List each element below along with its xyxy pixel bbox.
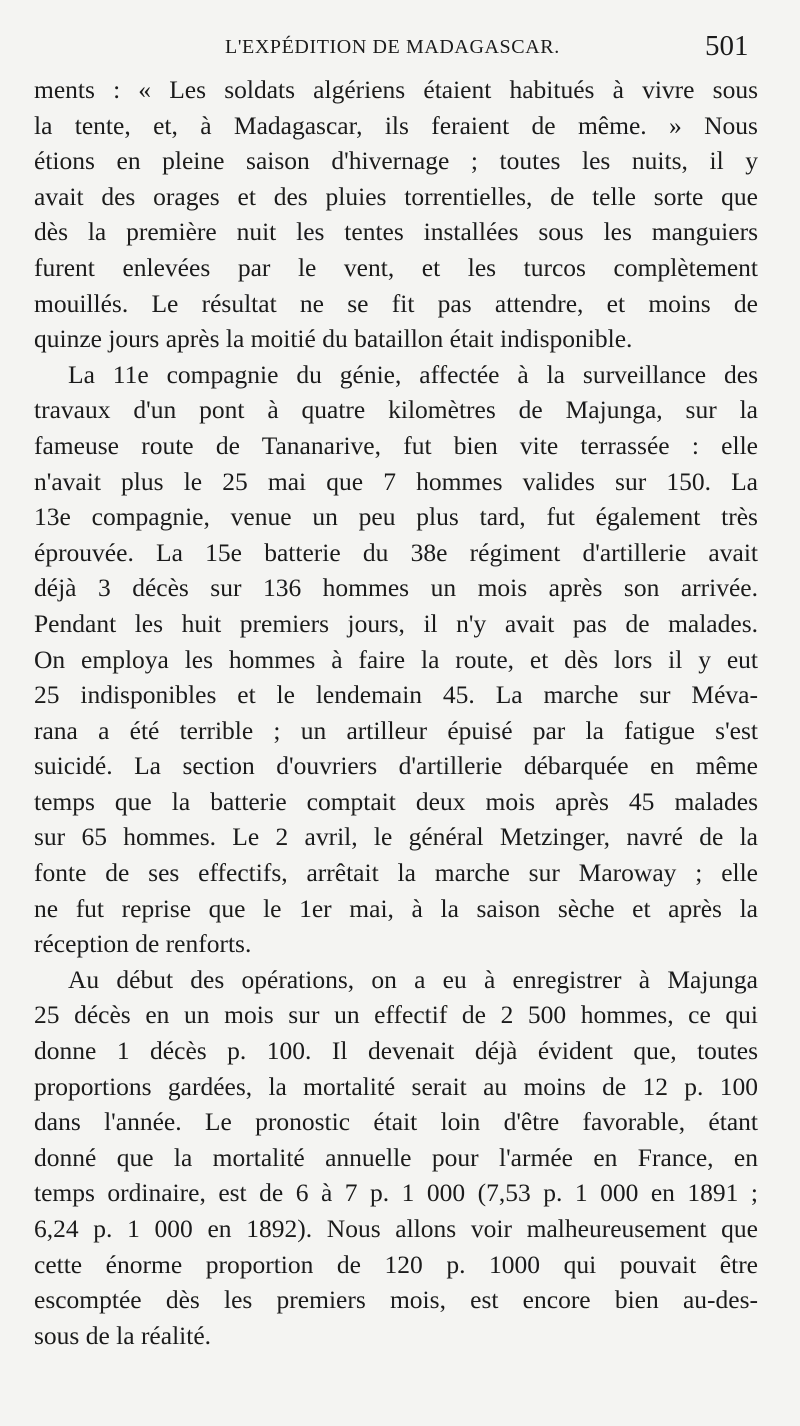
text-line: On employa les hommes à faire la route, et dès lors il y eut (34, 644, 758, 674)
text-line: quinze jours après la moitié du bataillon était indisponible. (34, 324, 633, 354)
text-line: éprouvée. La 15e batterie du 38e régiment d'artillerie avait (34, 537, 758, 567)
text-line: fonte de ses effectifs, arrêtait la marche sur Maroway ; elle (34, 858, 758, 888)
text-line: ne fut reprise que le 1er mai, à la saison sèche et après la (34, 893, 758, 923)
text-line: donne 1 décès p. 100. Il devenait déjà évident que, toutes (34, 1036, 758, 1066)
text-line: donné que la mortalité annuelle pour l'armée en France, en (34, 1142, 758, 1172)
text-line: 13e compagnie, venue un peu plus tard, fut également très (34, 502, 758, 532)
text-line: 25 décès en un mois sur un effectif de 2 500 hommes, ce qui (34, 1000, 758, 1030)
text-line: sous de la réalité. (34, 1320, 212, 1350)
page-number: 501 (705, 30, 749, 62)
text-line: déjà 3 décès sur 136 hommes un mois après son arrivée. (34, 573, 758, 603)
text-line: rana a été terrible ; un artilleur épuisé par la fatigue s'est (34, 715, 758, 745)
text-line: dès la première nuit les tentes installées sous les manguiers (34, 217, 758, 247)
text-line: ments : « Les soldats algériens étaient habitués à vivre sous (34, 75, 758, 104)
text-line: suicidé. La section d'ouvriers d'artillerie débarquée en même (34, 751, 758, 781)
text-line: cette énorme proportion de 120 p. 1000 qui pouvait être (34, 1249, 758, 1279)
text-line: réception de renforts. (34, 929, 252, 959)
text-line: fameuse route de Tananarive, fut bien vite terrassée : elle (34, 430, 758, 460)
text-line: avait des orages et des pluies torrentielles, de telle sorte que (34, 181, 758, 211)
text-line: 6,24 p. 1 000 en 1892). Nous allons voir malheureusement que (34, 1214, 758, 1243)
text-line: temps ordinaire, est de 6 à 7 p. 1 000 (7,53 p. 1 000 en 1891 ; (34, 1178, 758, 1208)
text-line: 25 indisponibles et le lendemain 45. La marche sur Méva- (34, 680, 758, 710)
running-title: L'EXPÉDITION DE MADAGASCAR. (225, 36, 560, 58)
text-line: La 11e compagnie du génie, affectée à la surveillance des (68, 359, 758, 389)
body-text (34, 72, 758, 1353)
text-line: dans l'année. Le pronostic était loin d'être favorable, étant (34, 1107, 758, 1137)
text-line: n'avait plus le 25 mai que 7 hommes valides sur 150. La (34, 466, 758, 496)
text-line: mouillés. Le résultat ne se fit pas attendre, et moins de (34, 288, 758, 318)
text-line: temps que la batterie comptait deux mois après 45 malades (34, 786, 758, 816)
text-line: Au début des opérations, on a eu à enregistrer à Majunga (68, 964, 758, 994)
text-line: proportions gardées, la mortalité serait au moins de 12 p. 100 (34, 1071, 758, 1101)
text-line: furent enlevées par le vent, et les turcos complètement (34, 252, 758, 282)
text-line: la tente, et, à Madagascar, ils feraient de même. » Nous (34, 110, 758, 140)
text-line: sur 65 hommes. Le 2 avril, le général Metzinger, navré de la (34, 822, 758, 852)
text-line: travaux d'un pont à quatre kilomètres de Majunga, sur la (34, 395, 758, 425)
text-line: étions en pleine saison d'hivernage ; toutes les nuits, il y (34, 146, 758, 176)
page-header (0, 28, 800, 68)
text-line: escomptée dès les premiers mois, est encore bien au-des- (34, 1285, 758, 1315)
text-line: Pendant les huit premiers jours, il n'y avait pas de malades. (34, 608, 758, 638)
